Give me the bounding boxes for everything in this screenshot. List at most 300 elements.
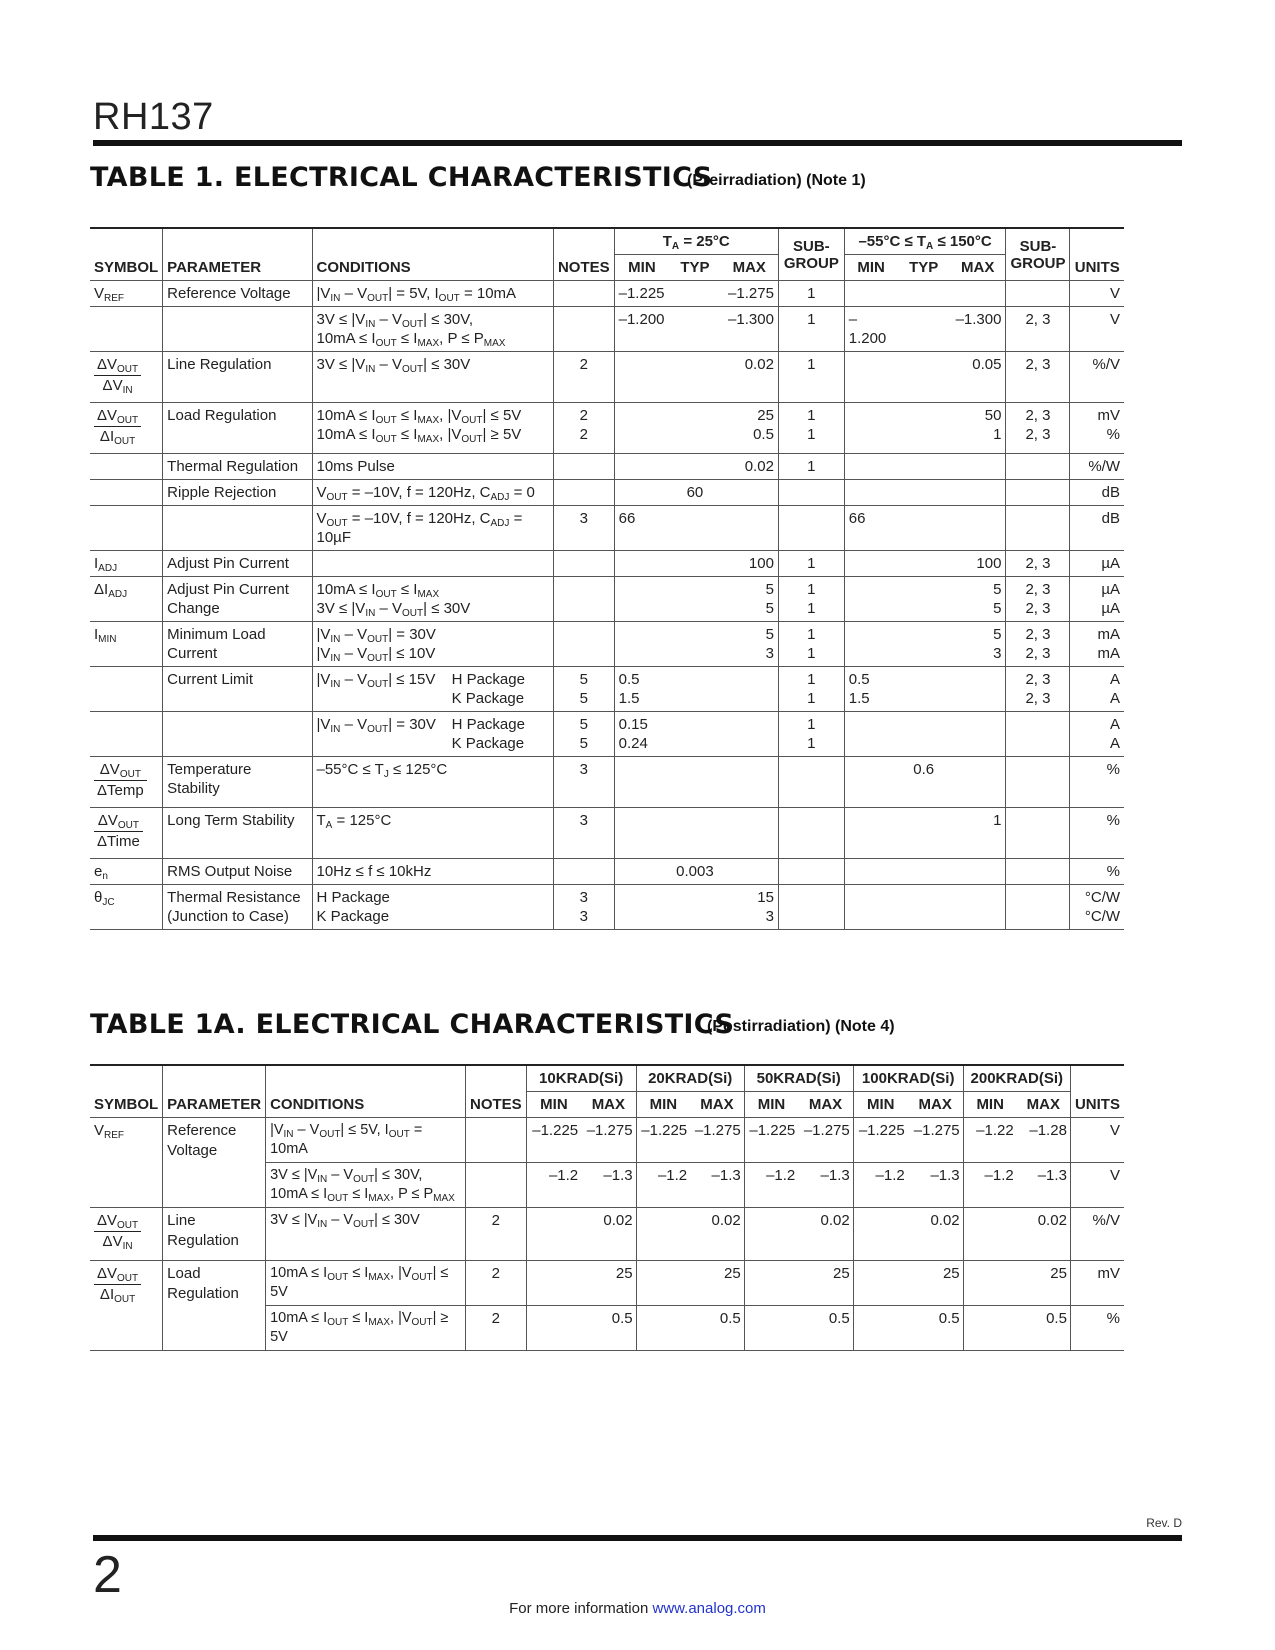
cell-min2 [844, 885, 897, 930]
cell-units: % [1070, 1306, 1124, 1351]
cell-sg1 [778, 480, 844, 506]
cell-max1: 15 3 [721, 885, 779, 930]
cell-typ2: 0.6 [898, 757, 950, 808]
cell-notes: 2 [466, 1306, 527, 1351]
cell-conditions: $T_A = 125^\circ C$ [312, 808, 553, 859]
cell-typ1 [669, 281, 720, 307]
cell-units: V [1070, 307, 1124, 352]
cell-conditions: $|V_{IN} - V_{OUT}| = 30V$ H Package K Package [312, 712, 553, 757]
cell-typ1 [669, 307, 720, 352]
t1-hdr-notes: NOTES [553, 228, 614, 281]
cell-sg2 [1006, 859, 1070, 885]
cell-min1 [614, 808, 669, 859]
cell-parameter [163, 307, 312, 352]
table1a-title: TABLE 1A. ELECTRICAL CHARACTERISTICS [90, 1009, 735, 1040]
cell-value [853, 1306, 907, 1351]
cell-parameter: Line Regulation [163, 352, 312, 403]
cell-max2: 100 [950, 551, 1006, 577]
footer-text: For more information [509, 1600, 649, 1617]
cell-typ1 [669, 885, 720, 930]
cell-value: 0.5 [690, 1306, 744, 1351]
table-row [90, 712, 1124, 757]
cell-sg1: 1 [778, 551, 844, 577]
cell-units: µA µA [1070, 577, 1124, 622]
cell-max2 [950, 712, 1006, 757]
t1a-hdr-group: 20KRAD(Si) [636, 1065, 744, 1092]
t1a-hdr-min: MIN [744, 1092, 798, 1118]
cell-symbol: $\Delta I_{ADJ}$ [90, 577, 163, 622]
cell-sg2 [1006, 281, 1070, 307]
cell-max2: 5 3 [950, 622, 1006, 667]
cell-notes [553, 551, 614, 577]
cell-conditions: $10mA \le I_{OUT} \le I_{MAX}$ $3V \le |V_{IN} - V_{OUT}| \le 30V$ [312, 577, 553, 622]
table1a-subtitle: (Postirradiation) (Note 4) [707, 1018, 895, 1035]
cell-value [526, 1306, 581, 1351]
cell-units: °C/W °C/W [1070, 885, 1124, 930]
table-row [90, 454, 1124, 480]
table1a [90, 1064, 1124, 1351]
cell-value: –1.275 [690, 1118, 744, 1163]
cell-parameter: Current Limit [163, 667, 312, 712]
cell-sg2: 2, 3 2, 3 [1006, 577, 1070, 622]
cell-notes [466, 1118, 527, 1163]
cell-sg2 [1006, 885, 1070, 930]
cell-min2 [844, 577, 897, 622]
cell-symbol: $\frac{\Delta V_{OUT}}{\text{ΔTemp}}$ [90, 757, 163, 808]
cell-min2 [844, 454, 897, 480]
t1-hdr-parameter: PARAMETER [163, 228, 312, 281]
cell-notes: 2 [466, 1208, 527, 1261]
cell-conditions [312, 551, 553, 577]
cell-symbol: $\frac{\Delta V_{OUT}}{\Delta V_{IN}}$ [90, 1208, 163, 1261]
cell-units: % [1070, 757, 1124, 808]
cell-value: –1.3 [690, 1163, 744, 1208]
cell-value: –1.2 [526, 1163, 581, 1208]
cell-symbol [90, 454, 163, 480]
cell-symbol: $V_{REF}$ [90, 281, 163, 307]
t1a-hdr-min: MIN [636, 1092, 690, 1118]
t1-hdr-max1: MAX [721, 255, 779, 281]
cell-typ1 [669, 454, 720, 480]
t1a-hdr-parameter: PARAMETER [163, 1065, 266, 1118]
table-row [90, 885, 1124, 930]
t1a-hdr-min: MIN [853, 1092, 907, 1118]
cell-typ1: 60 [669, 480, 720, 506]
table-row [90, 757, 1124, 808]
cell-parameter [163, 712, 312, 757]
cell-notes [553, 577, 614, 622]
cell-sg1: 1 1 [778, 622, 844, 667]
cell-parameter: Reference Voltage [163, 1118, 266, 1208]
t1a-hdr-min: MIN [963, 1092, 1017, 1118]
t1-hdr-min2: MIN [844, 255, 897, 281]
cell-parameter: Minimum Load Current [163, 622, 312, 667]
cell-max2 [950, 480, 1006, 506]
cell-sg1: 1 1 [778, 712, 844, 757]
cell-value: –1.2 [744, 1163, 798, 1208]
cell-symbol: $\frac{\Delta V_{OUT}}{\text{ΔTime}}$ [90, 808, 163, 859]
cell-symbol: $\frac{\Delta V_{OUT}}{\Delta I_{OUT}}$ [90, 403, 163, 454]
t1-hdr-conditions: CONDITIONS [312, 228, 553, 281]
cell-typ1 [669, 622, 720, 667]
analog-link[interactable]: www.analog.com [652, 1600, 766, 1617]
cell-sg2: 2, 3 2, 3 [1006, 667, 1070, 712]
cell-notes: 2 [553, 352, 614, 403]
cell-value: –1.28 [1017, 1118, 1071, 1163]
cell-units: mV [1070, 1261, 1124, 1306]
cell-sg1: 1 1 [778, 577, 844, 622]
t1-hdr-subgroup2: SUB- GROUP [1006, 228, 1070, 281]
cell-max1 [721, 757, 779, 808]
cell-conditions: $|V_{IN} - V_{OUT}| \le 5V$, $I_{OUT} = 10mA$ [266, 1118, 466, 1163]
cell-min1: –1.200 [614, 307, 669, 352]
cell-value [526, 1261, 581, 1306]
t1a-hdr-symbol: SYMBOL [90, 1065, 163, 1118]
table-row [90, 622, 1124, 667]
t1-hdr-group-range: $-55^\circ C \le T_A \le 150^\circ C$ [844, 228, 1006, 255]
cell-parameter: Temperature Stability [163, 757, 312, 808]
cell-parameter: Thermal Regulation [163, 454, 312, 480]
cell-min2 [844, 352, 897, 403]
cell-value [636, 1261, 690, 1306]
table-row [90, 403, 1124, 454]
cell-value: –1.2 [963, 1163, 1017, 1208]
cell-max2 [950, 757, 1006, 808]
t1a-hdr-max: MAX [908, 1092, 963, 1118]
cell-conditions: $-55^\circ C \le T_J \le 125^\circ C$ [312, 757, 553, 808]
t1-hdr-typ1: TYP [669, 255, 720, 281]
cell-units: % [1070, 808, 1124, 859]
cell-symbol: $\theta_{JC}$ [90, 885, 163, 930]
cell-notes [553, 454, 614, 480]
t1-hdr-units: UNITS [1070, 228, 1124, 281]
cell-symbol: $I_{MIN}$ [90, 622, 163, 667]
table-row [90, 551, 1124, 577]
cell-sg2 [1006, 712, 1070, 757]
cell-value: 0.02 [798, 1208, 853, 1261]
t1a-hdr-max: MAX [581, 1092, 636, 1118]
t1-hdr-subgroup1: SUB- GROUP [778, 228, 844, 281]
table-row [90, 667, 1124, 712]
cell-value: 25 [1017, 1261, 1071, 1306]
table1-subtitle: (Preirradiation) (Note 1) [687, 172, 866, 189]
cell-symbol [90, 506, 163, 551]
t1-hdr-typ2: TYP [898, 255, 950, 281]
cell-units: V [1070, 1118, 1124, 1163]
cell-symbol [90, 480, 163, 506]
cell-min1 [614, 403, 669, 454]
cell-sg2: 2, 3 2, 3 [1006, 622, 1070, 667]
cell-sg1: 1 [778, 454, 844, 480]
table1-title: TABLE 1. ELECTRICAL CHARACTERISTICS [90, 162, 713, 193]
cell-min2 [844, 622, 897, 667]
cell-min1 [614, 859, 669, 885]
cell-min2 [844, 281, 897, 307]
cell-max1: 25 0.5 [721, 403, 779, 454]
cell-typ2 [898, 859, 950, 885]
cell-value: 0.02 [690, 1208, 744, 1261]
cell-value: –1.3 [798, 1163, 853, 1208]
cell-min1 [614, 551, 669, 577]
cell-max1: 5 3 [721, 622, 779, 667]
cell-sg2 [1006, 480, 1070, 506]
cell-notes [553, 307, 614, 352]
cell-max1 [721, 712, 779, 757]
cell-min1 [614, 480, 669, 506]
cell-max1 [721, 667, 779, 712]
cell-max2: 0.05 [950, 352, 1006, 403]
t1a-hdr-max: MAX [690, 1092, 744, 1118]
cell-value: –1.225 [526, 1118, 581, 1163]
cell-units: V [1070, 281, 1124, 307]
cell-typ2 [898, 307, 950, 352]
t1-hdr-max2: MAX [950, 255, 1006, 281]
cell-typ2 [898, 480, 950, 506]
cell-units: mV % [1070, 403, 1124, 454]
footer-rule [93, 1535, 1182, 1541]
cell-conditions: $10mA \le I_{OUT} \le I_{MAX}$, $|V_{OUT}| \ge 5V$ [266, 1306, 466, 1351]
table-row [90, 1118, 1124, 1163]
cell-value: 0.5 [581, 1306, 636, 1351]
cell-typ1: 0.003 [669, 859, 720, 885]
table1 [90, 227, 1124, 930]
cell-min1: 0.5 1.5 [614, 667, 669, 712]
cell-typ2 [898, 808, 950, 859]
cell-value [744, 1306, 798, 1351]
cell-units: %/W [1070, 454, 1124, 480]
t1a-hdr-group: 50KRAD(Si) [744, 1065, 853, 1092]
cell-min1 [614, 757, 669, 808]
cell-units: A A [1070, 712, 1124, 757]
cell-max2: 50 1 [950, 403, 1006, 454]
cell-min2 [844, 712, 897, 757]
cell-typ2 [898, 506, 950, 551]
cell-typ2 [898, 352, 950, 403]
cell-parameter: Thermal Resistance (Junction to Case) [163, 885, 312, 930]
cell-sg1 [778, 859, 844, 885]
cell-sg1: 1 [778, 307, 844, 352]
table-row [90, 352, 1124, 403]
table-row [90, 480, 1124, 506]
cell-value: –1.3 [1017, 1163, 1071, 1208]
cell-value: –1.2 [853, 1163, 907, 1208]
cell-value: 25 [908, 1261, 963, 1306]
table-row [90, 281, 1124, 307]
cell-typ2 [898, 622, 950, 667]
cell-value: –1.2 [636, 1163, 690, 1208]
cell-min2: –1.200 [844, 307, 897, 352]
cell-min1 [614, 454, 669, 480]
cell-typ2 [898, 281, 950, 307]
cell-max2: –1.300 [950, 307, 1006, 352]
cell-min2 [844, 480, 897, 506]
cell-typ2 [898, 454, 950, 480]
cell-value: –1.3 [581, 1163, 636, 1208]
cell-value [853, 1261, 907, 1306]
cell-typ2 [898, 667, 950, 712]
cell-notes [553, 622, 614, 667]
cell-parameter: Load Regulation [163, 1261, 266, 1351]
t1a-hdr-notes: NOTES [466, 1065, 527, 1118]
cell-value: –1.225 [853, 1118, 907, 1163]
t1-hdr-min1: MIN [614, 255, 669, 281]
cell-sg1: 1 1 [778, 667, 844, 712]
cell-conditions: $3V \le |V_{IN} - V_{OUT}| \le 30V$, $10mA \le I_{OUT} \le I_{MAX}$, $P \le P_{MAX}$ [312, 307, 553, 352]
cell-sg1 [778, 885, 844, 930]
cell-value: 25 [690, 1261, 744, 1306]
cell-value [744, 1208, 798, 1261]
cell-typ2 [898, 403, 950, 454]
table-row [90, 506, 1124, 551]
cell-max2: 5 5 [950, 577, 1006, 622]
cell-max1: –1.300 [721, 307, 779, 352]
cell-value [963, 1208, 1017, 1261]
cell-sg1 [778, 506, 844, 551]
cell-sg2: 2, 3 2, 3 [1006, 403, 1070, 454]
cell-parameter: Adjust Pin Current [163, 551, 312, 577]
cell-value: –1.275 [581, 1118, 636, 1163]
cell-max1: 0.02 [721, 454, 779, 480]
cell-min2 [844, 757, 897, 808]
cell-units: dB [1070, 506, 1124, 551]
cell-notes: 3 [553, 757, 614, 808]
cell-sg2: 2, 3 [1006, 352, 1070, 403]
cell-min1: 0.15 0.24 [614, 712, 669, 757]
cell-parameter: Ripple Rejection [163, 480, 312, 506]
cell-typ2 [898, 712, 950, 757]
t1-hdr-symbol: SYMBOL [90, 228, 163, 281]
cell-min2: 0.5 1.5 [844, 667, 897, 712]
cell-typ1 [669, 808, 720, 859]
cell-max1: 5 5 [721, 577, 779, 622]
cell-units: %/V [1070, 1208, 1124, 1261]
cell-max1 [721, 506, 779, 551]
t1a-hdr-min: MIN [526, 1092, 581, 1118]
t1a-hdr-group: 10KRAD(Si) [526, 1065, 636, 1092]
cell-value [526, 1208, 581, 1261]
cell-conditions: H Package K Package [312, 885, 553, 930]
cell-value: 0.02 [1017, 1208, 1071, 1261]
cell-min1: 66 [614, 506, 669, 551]
cell-value: 0.02 [581, 1208, 636, 1261]
cell-sg1 [778, 808, 844, 859]
cell-typ2 [898, 577, 950, 622]
cell-symbol: $\frac{\Delta V_{OUT}}{\Delta V_{IN}}$ [90, 352, 163, 403]
cell-conditions: 10ms Pulse [312, 454, 553, 480]
cell-parameter: Line Regulation [163, 1208, 266, 1261]
cell-symbol [90, 667, 163, 712]
table-row [90, 307, 1124, 352]
cell-min2 [844, 859, 897, 885]
cell-min2: 66 [844, 506, 897, 551]
cell-min2 [844, 808, 897, 859]
cell-notes [553, 281, 614, 307]
cell-units: V [1070, 1163, 1124, 1208]
table-row [90, 859, 1124, 885]
cell-max2 [950, 667, 1006, 712]
cell-min2 [844, 551, 897, 577]
cell-max2: 1 [950, 808, 1006, 859]
cell-sg2: 2, 3 [1006, 307, 1070, 352]
cell-sg1: 1 [778, 281, 844, 307]
cell-value: –1.225 [744, 1118, 798, 1163]
cell-typ2 [898, 551, 950, 577]
cell-conditions: $V_{OUT} = -10V$, f = 120Hz, $C_{ADJ} = 0$ [312, 480, 553, 506]
cell-min2 [844, 403, 897, 454]
cell-notes [466, 1163, 527, 1208]
cell-sg1: 1 1 [778, 403, 844, 454]
cell-conditions: $|V_{IN} - V_{OUT}| = 30V$ $|V_{IN} - V_{OUT}| \le 10V$ [312, 622, 553, 667]
cell-parameter: Adjust Pin Current Change [163, 577, 312, 622]
cell-symbol [90, 307, 163, 352]
cell-conditions: $3V \le |V_{IN} - V_{OUT}| \le 30V$ [312, 352, 553, 403]
cell-sg2 [1006, 808, 1070, 859]
cell-max1 [721, 859, 779, 885]
table-row [90, 1208, 1124, 1261]
cell-units: dB [1070, 480, 1124, 506]
cell-conditions: $3V \le |V_{IN} - V_{OUT}| \le 30V$ [266, 1208, 466, 1261]
header-rule [93, 140, 1182, 146]
cell-value: 0.5 [908, 1306, 963, 1351]
cell-sg2 [1006, 757, 1070, 808]
cell-value: –1.3 [908, 1163, 963, 1208]
cell-typ1 [669, 551, 720, 577]
cell-conditions: $10mA \le I_{OUT} \le I_{MAX}$, $|V_{OUT}| \le 5V$ [266, 1261, 466, 1306]
cell-conditions: $|V_{IN} - V_{OUT}| = 5V$, $I_{OUT} = 10mA$ [312, 281, 553, 307]
cell-symbol: $\frac{\Delta V_{OUT}}{\Delta I_{OUT}}$ [90, 1261, 163, 1351]
t1a-hdr-conditions: CONDITIONS [266, 1065, 466, 1118]
cell-units: % [1070, 859, 1124, 885]
cell-typ2 [898, 885, 950, 930]
cell-min1 [614, 622, 669, 667]
cell-units: µA [1070, 551, 1124, 577]
cell-value [636, 1306, 690, 1351]
cell-value: 0.5 [1017, 1306, 1071, 1351]
table-row [90, 808, 1124, 859]
cell-typ1 [669, 352, 720, 403]
cell-parameter: Reference Voltage [163, 281, 312, 307]
cell-max2 [950, 885, 1006, 930]
cell-value: 25 [798, 1261, 853, 1306]
t1a-hdr-max: MAX [1017, 1092, 1071, 1118]
table-row [90, 577, 1124, 622]
cell-max1: 0.02 [721, 352, 779, 403]
footer-info [0, 1600, 1275, 1617]
cell-symbol [90, 712, 163, 757]
page-number: 2 [93, 1546, 122, 1604]
t1a-hdr-max: MAX [798, 1092, 853, 1118]
cell-max1: 100 [721, 551, 779, 577]
cell-symbol: $V_{REF}$ [90, 1118, 163, 1208]
cell-units: A A [1070, 667, 1124, 712]
cell-symbol: $I_{ADJ}$ [90, 551, 163, 577]
part-number: RH137 [93, 96, 214, 138]
cell-sg2 [1006, 506, 1070, 551]
cell-conditions: $3V \le |V_{IN} - V_{OUT}| \le 30V$, $10mA \le I_{OUT} \le I_{MAX}$, $P \le P_{MAX}$ [266, 1163, 466, 1208]
cell-parameter: Load Regulation [163, 403, 312, 454]
cell-value: 0.5 [798, 1306, 853, 1351]
cell-typ1 [669, 757, 720, 808]
cell-parameter: RMS Output Noise [163, 859, 312, 885]
cell-min1 [614, 885, 669, 930]
cell-notes [553, 859, 614, 885]
cell-value: 25 [581, 1261, 636, 1306]
cell-max1 [721, 808, 779, 859]
cell-max2 [950, 859, 1006, 885]
cell-typ1 [669, 712, 720, 757]
cell-symbol: $e_n$ [90, 859, 163, 885]
cell-max2 [950, 281, 1006, 307]
